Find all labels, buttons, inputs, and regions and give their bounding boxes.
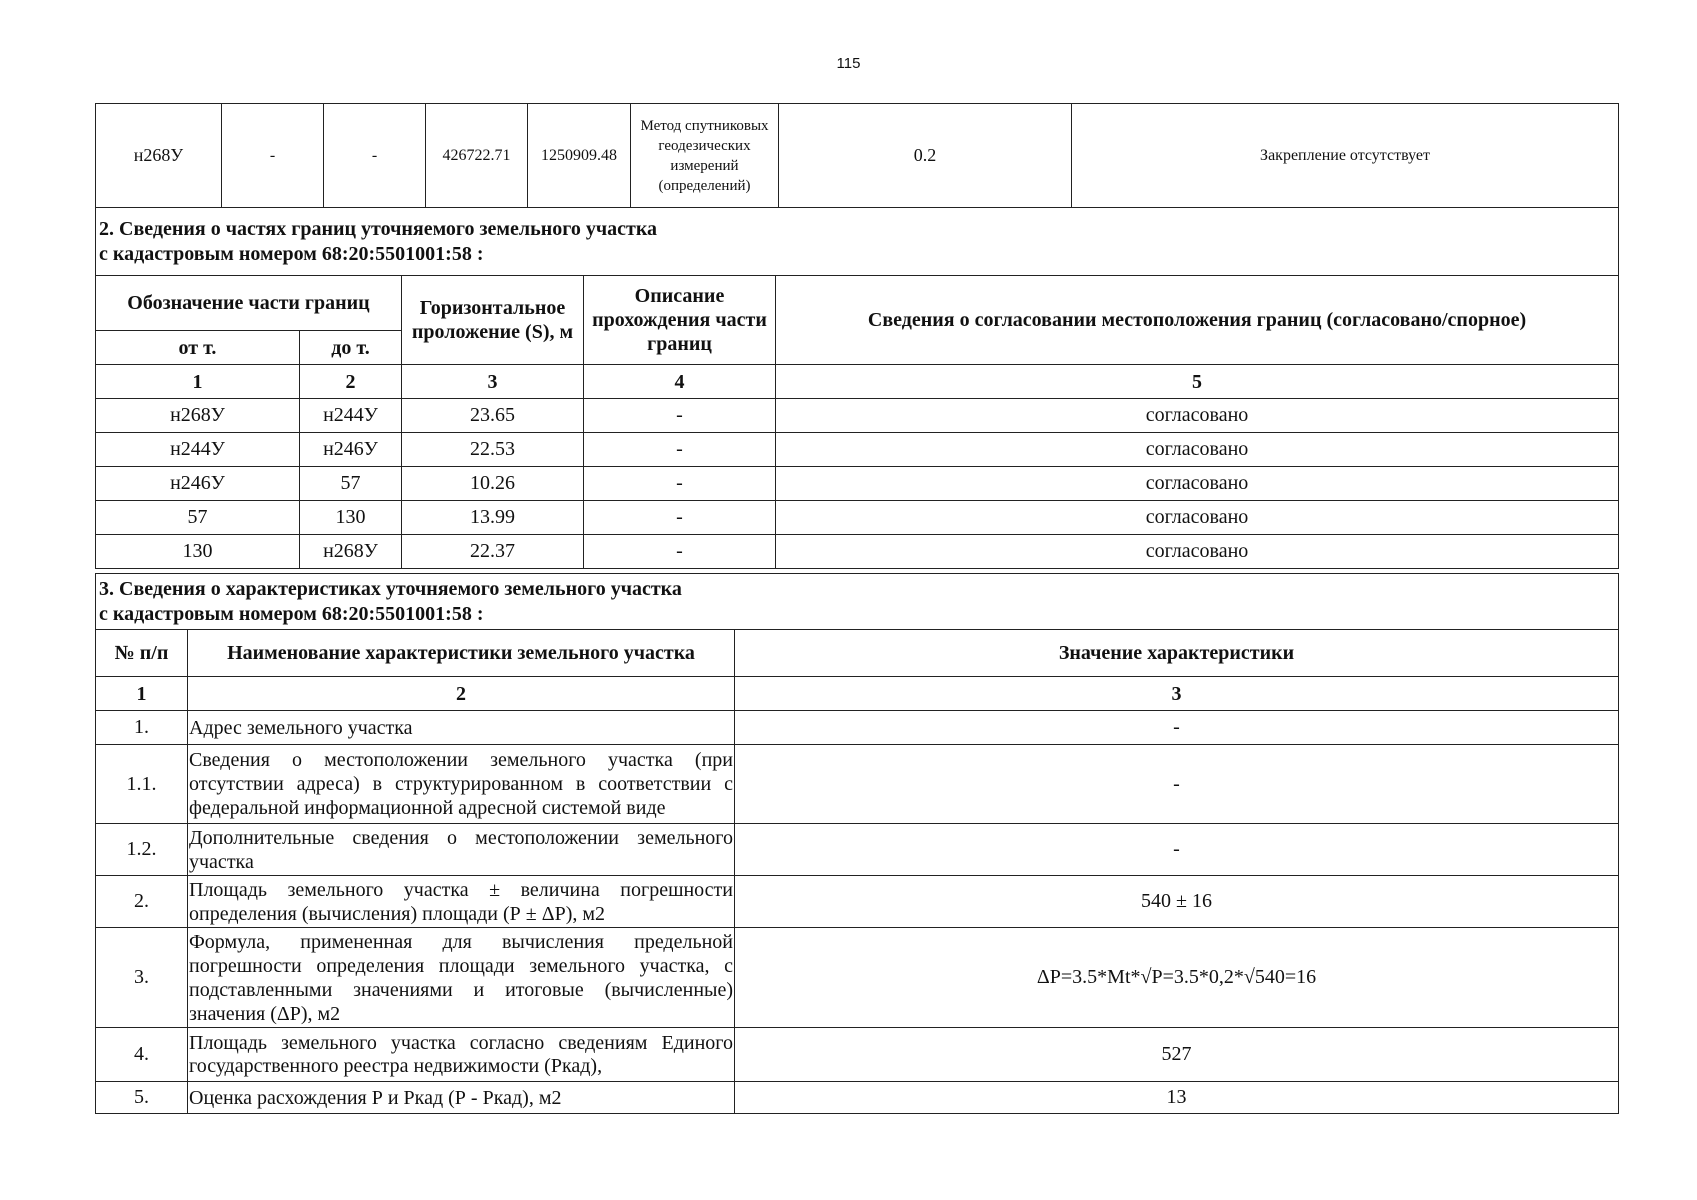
characteristic-value: 527 (735, 1028, 1619, 1082)
description-header: Описание прохождения части границ (584, 276, 776, 365)
y-coordinate-cell: 1250909.48 (528, 104, 631, 208)
status-cell: согласовано (776, 535, 1619, 569)
dash-cell: - (222, 104, 324, 208)
table-row (96, 876, 1619, 928)
table-row (96, 104, 1619, 208)
status-cell: согласовано (776, 467, 1619, 501)
table-row (96, 433, 1619, 467)
coordinates-table-fragment (95, 103, 1618, 208)
description-cell: - (584, 501, 776, 535)
characteristic-name: Сведения о местоположении земельного участка (при отсутствии адреса) в структурированном в соответствии с федеральной информационной адресной системой виде (188, 745, 735, 824)
to-header: до т. (300, 331, 402, 365)
column-number: 1 (96, 677, 188, 711)
number-header: № п/п (96, 630, 188, 677)
characteristic-name: Формула, примененная для вычисления предельной погрешности определения площади земельного участка, с подставленными значениями и итоговые (вычисленные) значения (ΔР), м2 (188, 928, 735, 1028)
characteristic-name: Площадь земельного участка ± величина погрешности определения (вычисления) площади (Р ± ΔР), м2 (188, 876, 735, 928)
table-row (96, 1028, 1619, 1082)
agreement-header: Сведения о согласовании местоположения границ (согласовано/спорное) (776, 276, 1619, 365)
length-cell: 13.99 (402, 501, 584, 535)
column-number: 3 (735, 677, 1619, 711)
row-number: 4. (96, 1028, 188, 1082)
page-number: 115 (836, 55, 861, 72)
characteristic-name: Адрес земельного участка (188, 711, 735, 745)
table-row (96, 745, 1619, 824)
part-designation-header: Обозначение части границ (96, 276, 402, 331)
to-cell: н268У (300, 535, 402, 569)
section2-table (95, 207, 1618, 569)
table-row (96, 824, 1619, 876)
status-cell: согласовано (776, 501, 1619, 535)
characteristic-value: 540 ± 16 (735, 876, 1619, 928)
section3-title: 3. Сведения о характеристиках уточняемого земельного участка с кадастровым номером 68:20:5501001:58 : (96, 574, 1619, 630)
method-cell: Метод спутниковых геодезических измерений (определений) (631, 104, 779, 208)
characteristic-value: ΔР=3.5*Mt*√P=3.5*0,2*√540=16 (735, 928, 1619, 1028)
from-header: от т. (96, 331, 300, 365)
column-number: 1 (96, 365, 300, 399)
status-cell: согласовано (776, 399, 1619, 433)
characteristic-name: Площадь земельного участка согласно сведениям Единого государственного реестра недвижимости (Ркад), (188, 1028, 735, 1082)
column-numbers-row (96, 365, 1619, 399)
length-cell: 23.65 (402, 399, 584, 433)
row-number: 1.1. (96, 745, 188, 824)
characteristic-name-header: Наименование характеристики земельного участка (188, 630, 735, 677)
characteristic-value: 13 (735, 1082, 1619, 1114)
section2-title: 2. Сведения о частях границ уточняемого земельного участка с кадастровым номером 68:20:5501001:58 : (96, 208, 1619, 276)
characteristic-value-header: Значение характеристики (735, 630, 1619, 677)
characteristic-name: Дополнительные сведения о местоположении земельного участка (188, 824, 735, 876)
horizontal-header: Горизонтальное проложение (S), м (402, 276, 584, 365)
from-cell: н246У (96, 467, 300, 501)
description-cell: - (584, 467, 776, 501)
status-cell: согласовано (776, 433, 1619, 467)
table-row (96, 1082, 1619, 1114)
row-number: 5. (96, 1082, 188, 1114)
table-row (96, 399, 1619, 433)
from-cell: 130 (96, 535, 300, 569)
row-number: 1.2. (96, 824, 188, 876)
column-number: 2 (300, 365, 402, 399)
column-numbers-row (96, 677, 1619, 711)
column-number: 5 (776, 365, 1619, 399)
length-cell: 10.26 (402, 467, 584, 501)
characteristic-value: - (735, 745, 1619, 824)
column-number: 2 (188, 677, 735, 711)
to-cell: н244У (300, 399, 402, 433)
to-cell: н246У (300, 433, 402, 467)
description-cell: - (584, 399, 776, 433)
table-row (96, 535, 1619, 569)
table-row (96, 711, 1619, 745)
column-number: 3 (402, 365, 584, 399)
table-row (96, 501, 1619, 535)
row-number: 1. (96, 711, 188, 745)
dash-cell: - (324, 104, 426, 208)
row-number: 2. (96, 876, 188, 928)
characteristic-value: - (735, 824, 1619, 876)
from-cell: н244У (96, 433, 300, 467)
table-row (96, 467, 1619, 501)
to-cell: 57 (300, 467, 402, 501)
characteristic-name: Оценка расхождения Р и Ркад (Р - Ркад), м2 (188, 1082, 735, 1114)
length-cell: 22.53 (402, 433, 584, 467)
from-cell: 57 (96, 501, 300, 535)
column-number: 4 (584, 365, 776, 399)
characteristic-value: - (735, 711, 1619, 745)
description-cell: - (584, 433, 776, 467)
description-cell: - (584, 535, 776, 569)
fixing-cell: Закрепление отсутствует (1072, 104, 1619, 208)
row-number: 3. (96, 928, 188, 1028)
length-cell: 22.37 (402, 535, 584, 569)
section3-table (95, 573, 1618, 1114)
from-cell: н268У (96, 399, 300, 433)
table-row (96, 928, 1619, 1028)
x-coordinate-cell: 426722.71 (426, 104, 528, 208)
accuracy-cell: 0.2 (779, 104, 1072, 208)
to-cell: 130 (300, 501, 402, 535)
point-cell: н268У (96, 104, 222, 208)
